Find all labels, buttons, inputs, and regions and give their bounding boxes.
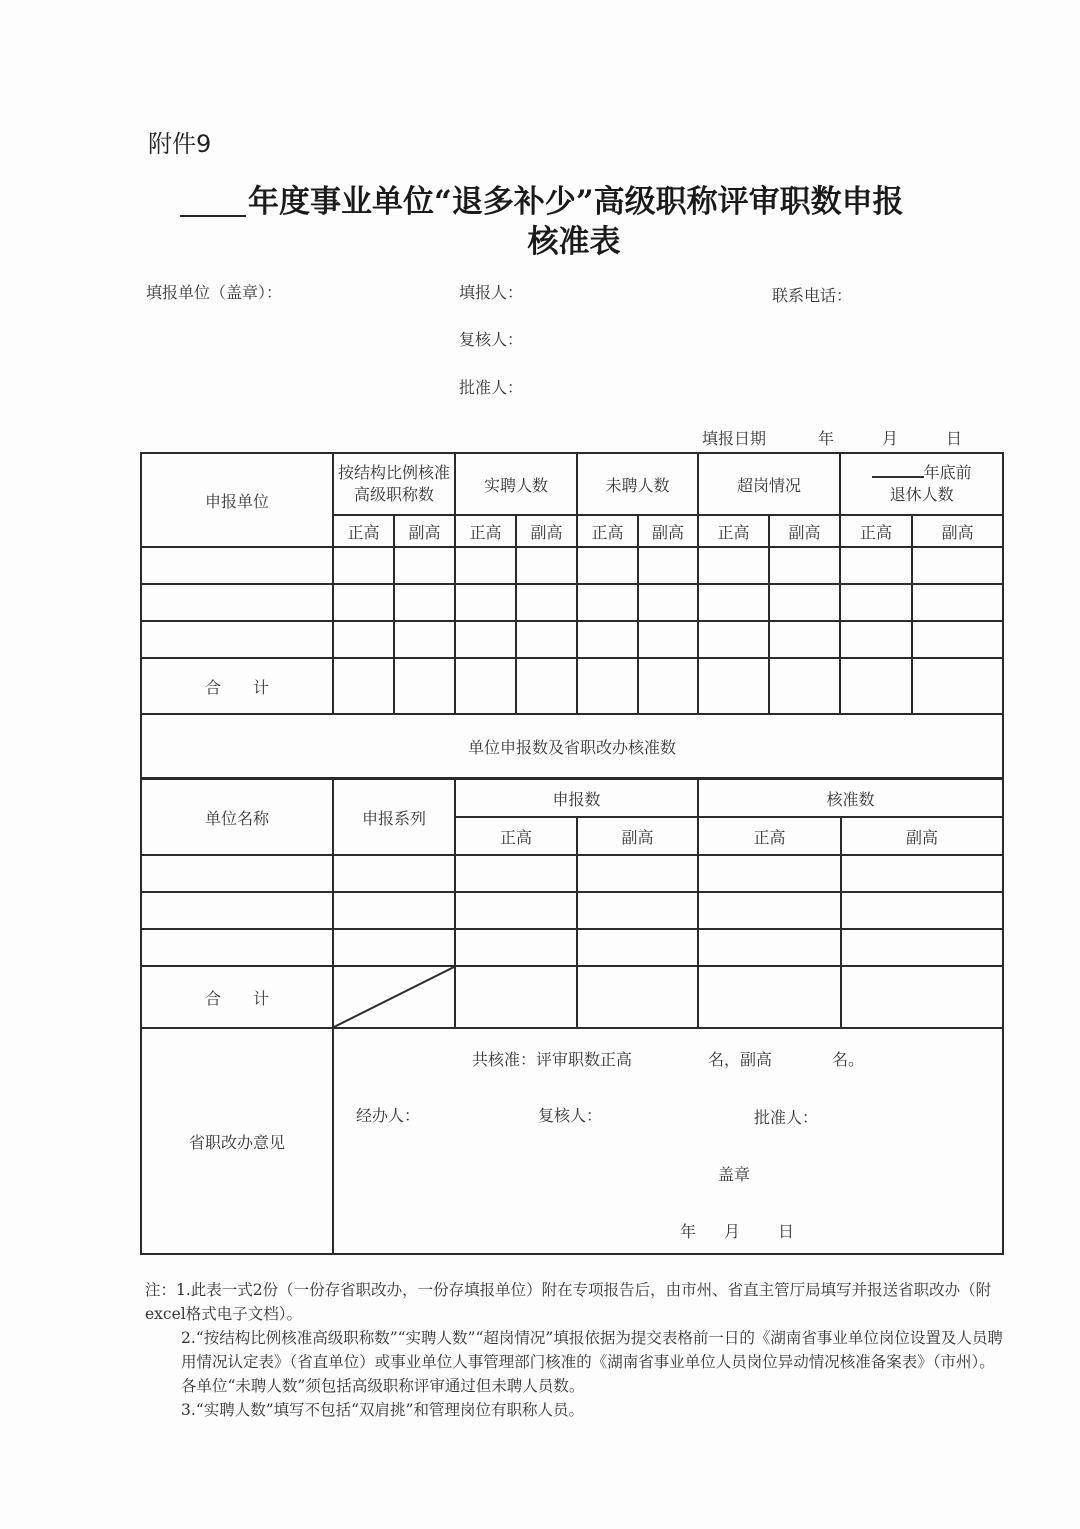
col-name-header: 单位名称 (141, 779, 333, 855)
form-subtitle: 核准表 (527, 224, 621, 260)
table-row (141, 855, 1003, 892)
value-cell[interactable] (455, 892, 577, 929)
total-row (141, 658, 1003, 714)
sub-fg: 副高 (841, 817, 1003, 855)
total-cell[interactable] (698, 658, 769, 714)
value-cell[interactable] (912, 621, 1003, 658)
approval-table (140, 778, 1004, 1255)
value-cell[interactable] (455, 855, 577, 892)
value-cell[interactable] (455, 621, 516, 658)
unit-cell[interactable] (141, 547, 333, 584)
value-cell[interactable] (455, 584, 516, 621)
unit-label: 填报单位（盖章）： (146, 283, 283, 302)
col-series-header: 申报系列 (333, 779, 455, 855)
unit-cell[interactable] (141, 621, 333, 658)
table-row (141, 547, 1003, 584)
opinion-day: 日 (778, 1222, 795, 1241)
value-cell[interactable] (577, 621, 638, 658)
value-cell[interactable] (394, 547, 455, 584)
sub-zg: 正高 (698, 515, 769, 547)
opinion-year: 年 (680, 1222, 697, 1241)
sub-fg: 副高 (577, 817, 698, 855)
col-approve-header: 核准数 (698, 779, 1003, 817)
approved-text-b: 名，副高 (708, 1050, 773, 1069)
opinion-month: 月 (724, 1222, 741, 1241)
total-cell[interactable] (577, 658, 638, 714)
col-unhired-header: 未聘人数 (577, 453, 698, 515)
total-cell[interactable] (455, 658, 516, 714)
phone-label: 联系电话： (772, 286, 853, 305)
value-cell[interactable] (841, 855, 1003, 892)
total-cell[interactable] (840, 658, 912, 714)
total-cell[interactable] (394, 658, 455, 714)
opinion-label: 省职改办意见 (141, 1028, 333, 1254)
sub-fg: 副高 (394, 515, 455, 547)
retire-year-blank[interactable] (872, 462, 924, 478)
col-quota-header: 按结构比例核准高级职称数 (333, 453, 455, 515)
value-cell[interactable] (577, 855, 698, 892)
approver-label: 批准人： (459, 378, 524, 397)
sub-zg: 正高 (333, 515, 394, 547)
value-cell[interactable] (577, 547, 638, 584)
value-cell[interactable] (769, 621, 840, 658)
reviewer-label: 复核人： (538, 1106, 603, 1125)
name-cell[interactable] (141, 929, 333, 966)
date-month: 月 (882, 429, 899, 448)
total-cell[interactable] (698, 966, 841, 1028)
date-year: 年 (818, 429, 835, 448)
value-cell[interactable] (912, 547, 1003, 584)
series-cell[interactable] (333, 855, 455, 892)
retire-line2: 退休人数 (889, 485, 954, 504)
value-cell[interactable] (698, 892, 841, 929)
value-cell[interactable] (698, 855, 841, 892)
sub-fg: 副高 (912, 515, 1003, 547)
notes (145, 1278, 1005, 1422)
sub-zg: 正高 (840, 515, 912, 547)
table-row (141, 892, 1003, 929)
value-cell[interactable] (455, 929, 577, 966)
value-cell[interactable] (516, 547, 577, 584)
name-cell[interactable] (141, 855, 333, 892)
name-cell[interactable] (141, 892, 333, 929)
retire-suffix: 年底前 (923, 463, 972, 482)
approver-label: 批准人： (754, 1108, 819, 1127)
value-cell[interactable] (394, 621, 455, 658)
handler-label: 经办人： (356, 1106, 421, 1125)
year-blank[interactable] (180, 191, 246, 217)
value-cell[interactable] (455, 547, 516, 584)
value-cell[interactable] (577, 929, 698, 966)
value-cell[interactable] (840, 584, 912, 621)
sub-zg: 正高 (455, 515, 516, 547)
value-cell[interactable] (698, 621, 769, 658)
note-3: 3.“实聘人数”填写不包括“双肩挑”和管理岗位有职称人员。 (181, 1401, 584, 1419)
table-row (141, 584, 1003, 621)
total-cell[interactable] (841, 966, 1003, 1028)
approved-text-a: 共核准：评审职数正高 (472, 1050, 633, 1069)
total-row (141, 966, 1003, 1028)
opinion-cell[interactable] (333, 1028, 1003, 1254)
value-cell[interactable] (516, 621, 577, 658)
total-cell[interactable] (333, 658, 394, 714)
col-over-header: 超岗情况 (698, 453, 840, 515)
date-day: 日 (946, 429, 963, 448)
series-cell[interactable] (333, 929, 455, 966)
value-cell[interactable] (698, 547, 769, 584)
approved-text-c: 名。 (832, 1050, 865, 1069)
date-label: 填报日期 (702, 429, 767, 448)
value-cell[interactable] (698, 584, 769, 621)
total-cell[interactable] (912, 658, 1003, 714)
total-label: 合 计 (141, 658, 333, 714)
diagonal-cell (333, 966, 455, 1028)
sub-fg: 副高 (516, 515, 577, 547)
sub-zg: 正高 (455, 817, 577, 855)
value-cell[interactable] (840, 547, 912, 584)
section-title: 单位申报数及省职改办核准数 (141, 714, 1003, 778)
total-cell[interactable] (769, 658, 840, 714)
value-cell[interactable] (333, 547, 394, 584)
sub-zg: 正高 (698, 817, 841, 855)
attachment-label: 附件9 (148, 130, 212, 158)
sub-fg: 副高 (769, 515, 840, 547)
value-cell[interactable] (638, 621, 698, 658)
value-cell[interactable] (769, 547, 840, 584)
total-cell[interactable] (577, 966, 698, 1028)
form-title (180, 176, 980, 221)
value-cell[interactable] (577, 584, 638, 621)
value-cell[interactable] (394, 584, 455, 621)
col-hired-header: 实聘人数 (455, 453, 577, 515)
col-apply-header: 申报数 (455, 779, 698, 817)
reviewer-label: 复核人： (459, 330, 524, 349)
value-cell[interactable] (841, 929, 1003, 966)
unit-cell[interactable] (141, 584, 333, 621)
total-label: 合 计 (141, 966, 333, 1028)
value-cell[interactable] (912, 584, 1003, 621)
sub-fg: 副高 (638, 515, 698, 547)
value-cell[interactable] (577, 892, 698, 929)
title-text: 年度事业单位“退多补少”高级职称评审职数申报 (248, 184, 904, 220)
series-cell[interactable] (333, 892, 455, 929)
note-1: 注：1.此表一式2份（一份存省职改办，一份存填报单位）附在专项报告后，由市州、省直主管厅局填写并报送省职改办（附excel格式电子文档）。 (145, 1281, 992, 1323)
value-cell[interactable] (769, 584, 840, 621)
col-retire-header (840, 453, 1003, 515)
sub-zg: 正高 (577, 515, 638, 547)
note-2: 2.“按结构比例核准高级职称数”“实聘人数”“超岗情况”填报依据为提交表格前一日的《湖南省事业单位岗位设置及人员聘用情况认定表》（省直单位）或事业单位人事管理部门核准的《湖南省事业单位人员岗位异动情况核准备案表》（市州）。各单位“未聘人数”须包括高级职称评审通过但未聘人员数。 (181, 1329, 1003, 1395)
total-cell[interactable] (516, 658, 577, 714)
total-cell[interactable] (455, 966, 577, 1028)
table-row (141, 621, 1003, 658)
value-cell[interactable] (698, 929, 841, 966)
seal-label: 盖章 (718, 1165, 751, 1184)
total-cell[interactable] (638, 658, 698, 714)
value-cell[interactable] (841, 892, 1003, 929)
value-cell[interactable] (333, 621, 394, 658)
filler-label: 填报人： (459, 283, 524, 302)
value-cell[interactable] (333, 584, 394, 621)
diagonal-line-icon (334, 967, 454, 1027)
table-row (141, 929, 1003, 966)
col-unit-header: 申报单位 (141, 453, 333, 547)
value-cell[interactable] (638, 584, 698, 621)
value-cell[interactable] (840, 621, 912, 658)
value-cell[interactable] (638, 547, 698, 584)
value-cell[interactable] (516, 584, 577, 621)
summary-table (140, 452, 1004, 779)
